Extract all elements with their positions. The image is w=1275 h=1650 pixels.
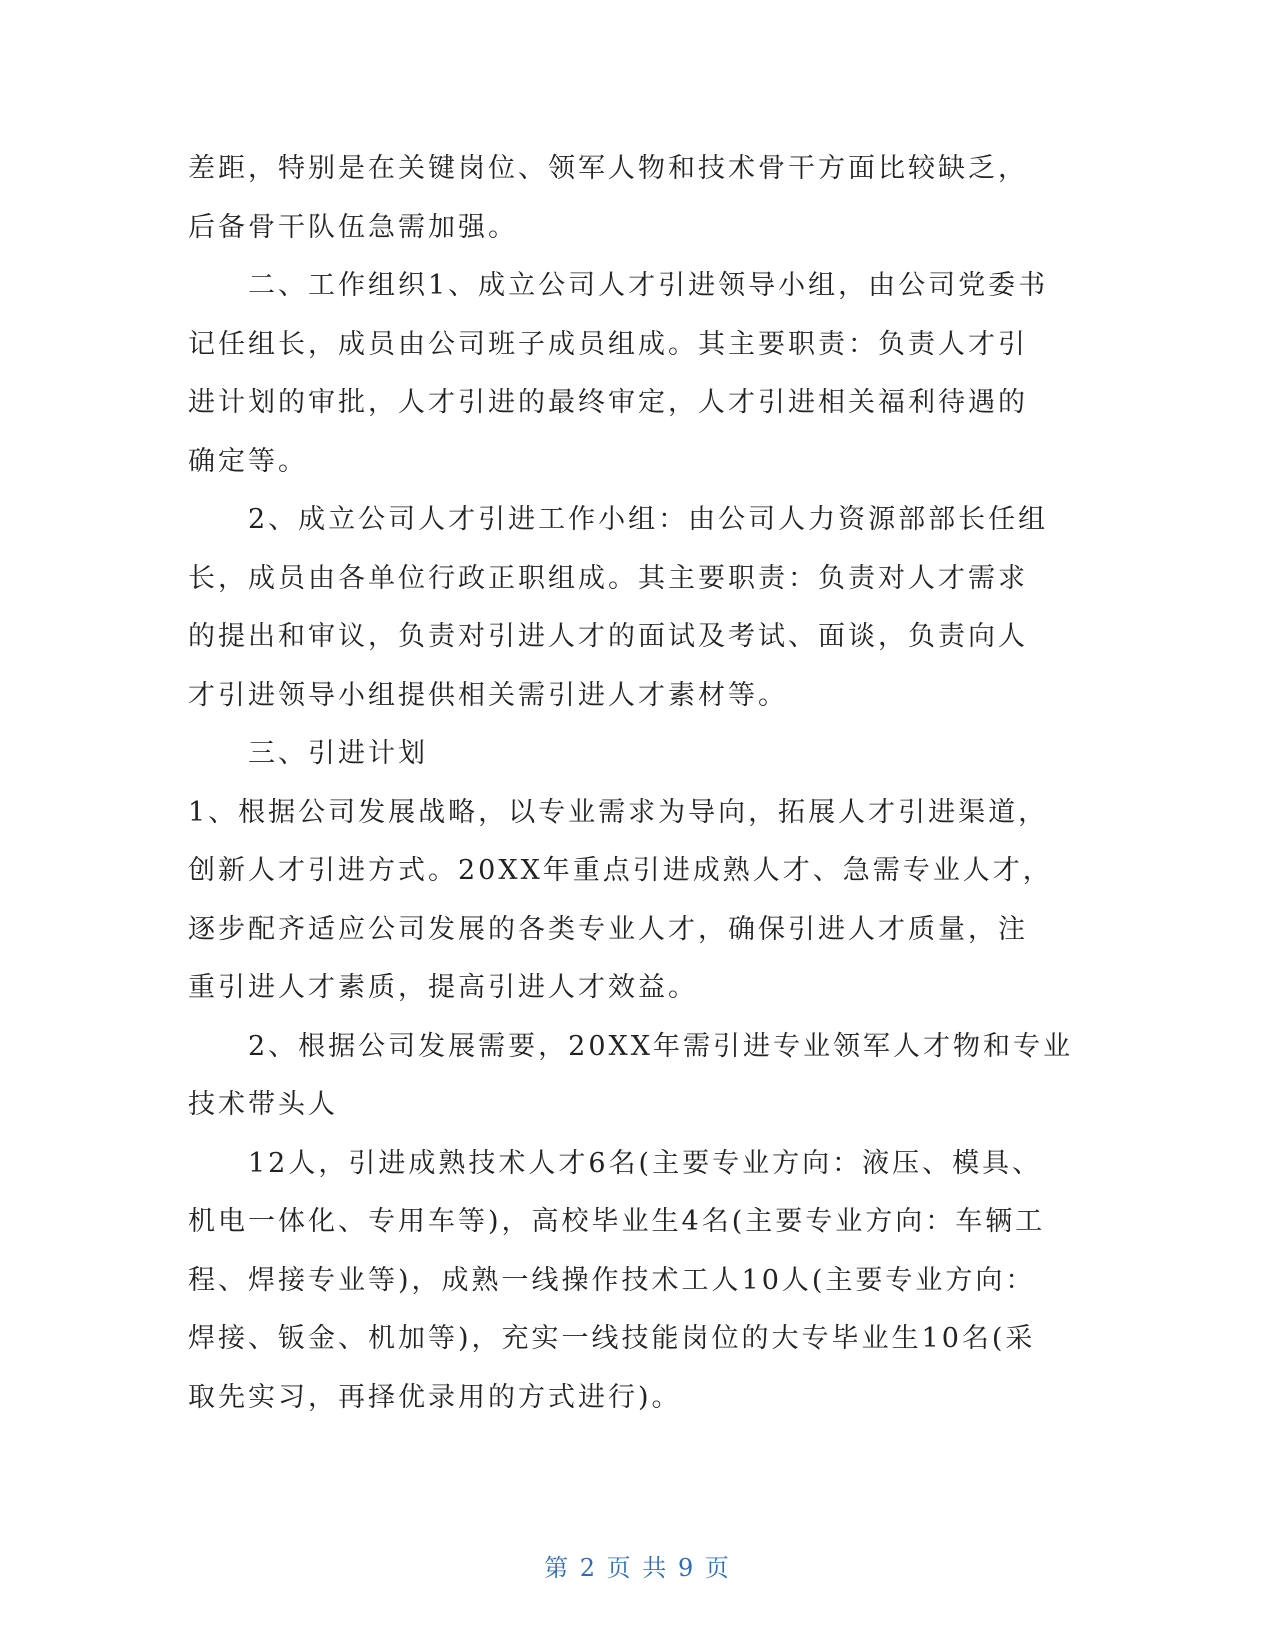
text-line: 才引进领导小组提供相关需引进人才素材等。 — [188, 679, 788, 711]
text-line: 2、根据公司发展需要，20XX年需引进专业领军人才物和专业 — [188, 1030, 1073, 1062]
section-heading: 三、引进计划 — [188, 738, 428, 769]
text-line: 逐步配齐适应公司发展的各类专业人才，确保引进人才质量，注 — [188, 913, 1028, 945]
page-number-footer: 第 2 页 共 9 页 — [544, 1554, 731, 1582]
text-line: 取先实习，再择优录用的方式进行)。 — [188, 1381, 682, 1413]
text-line: 确定等。 — [188, 445, 308, 477]
text-line: 的提出和审议，负责对引进人才的面试及考试、面谈，负责向人 — [188, 621, 1028, 652]
text-line: 记任组长，成员由公司班子成员组成。其主要职责：负责人才引 — [188, 328, 1028, 360]
text-line: 程、焊接专业等)，成熟一线操作技术工人10人(主要专业方向： — [188, 1264, 1036, 1296]
text-line: 12人，引进成熟技术人才6名(主要专业方向：液压、模具、 — [188, 1147, 1043, 1179]
text-line: 2、成立公司人才引进工作小组：由公司人力资源部部长任组 — [188, 504, 1049, 535]
text-line: 二、工作组织1、成立公司人才引进领导小组，由公司党委书 — [188, 270, 1049, 301]
text-line: 机电一体化、专用车等)，高校毕业生4名(主要专业方向：车辆工 — [188, 1206, 1046, 1237]
text-line: 重引进人才素质，提高引进人才效益。 — [188, 972, 698, 1003]
text-line: 1、根据公司发展战略，以专业需求为导向，拓展人才引进渠道， — [188, 796, 1049, 828]
text-line: 创新人才引进方式。20XX年重点引进成熟人才、急需专业人才， — [188, 855, 1053, 886]
text-line: 进计划的审批，人才引进的最终审定，人才引进相关福利待遇的 — [188, 387, 1028, 418]
text-line: 后备骨干队伍急需加强。 — [188, 211, 518, 243]
text-line: 差距，特别是在关键岗位、领军人物和技术骨干方面比较缺乏， — [188, 153, 1028, 184]
text-line: 焊接、钣金、机加等)，充实一线技能岗位的大专毕业生10名(采 — [188, 1323, 1036, 1354]
document-body — [188, 140, 1088, 1427]
text-block — [188, 140, 1088, 1427]
text-line: 技术带头人 — [188, 1089, 338, 1120]
text-line: 长，成员由各单位行政正职组成。其主要职责：负责对人才需求 — [188, 562, 1028, 594]
